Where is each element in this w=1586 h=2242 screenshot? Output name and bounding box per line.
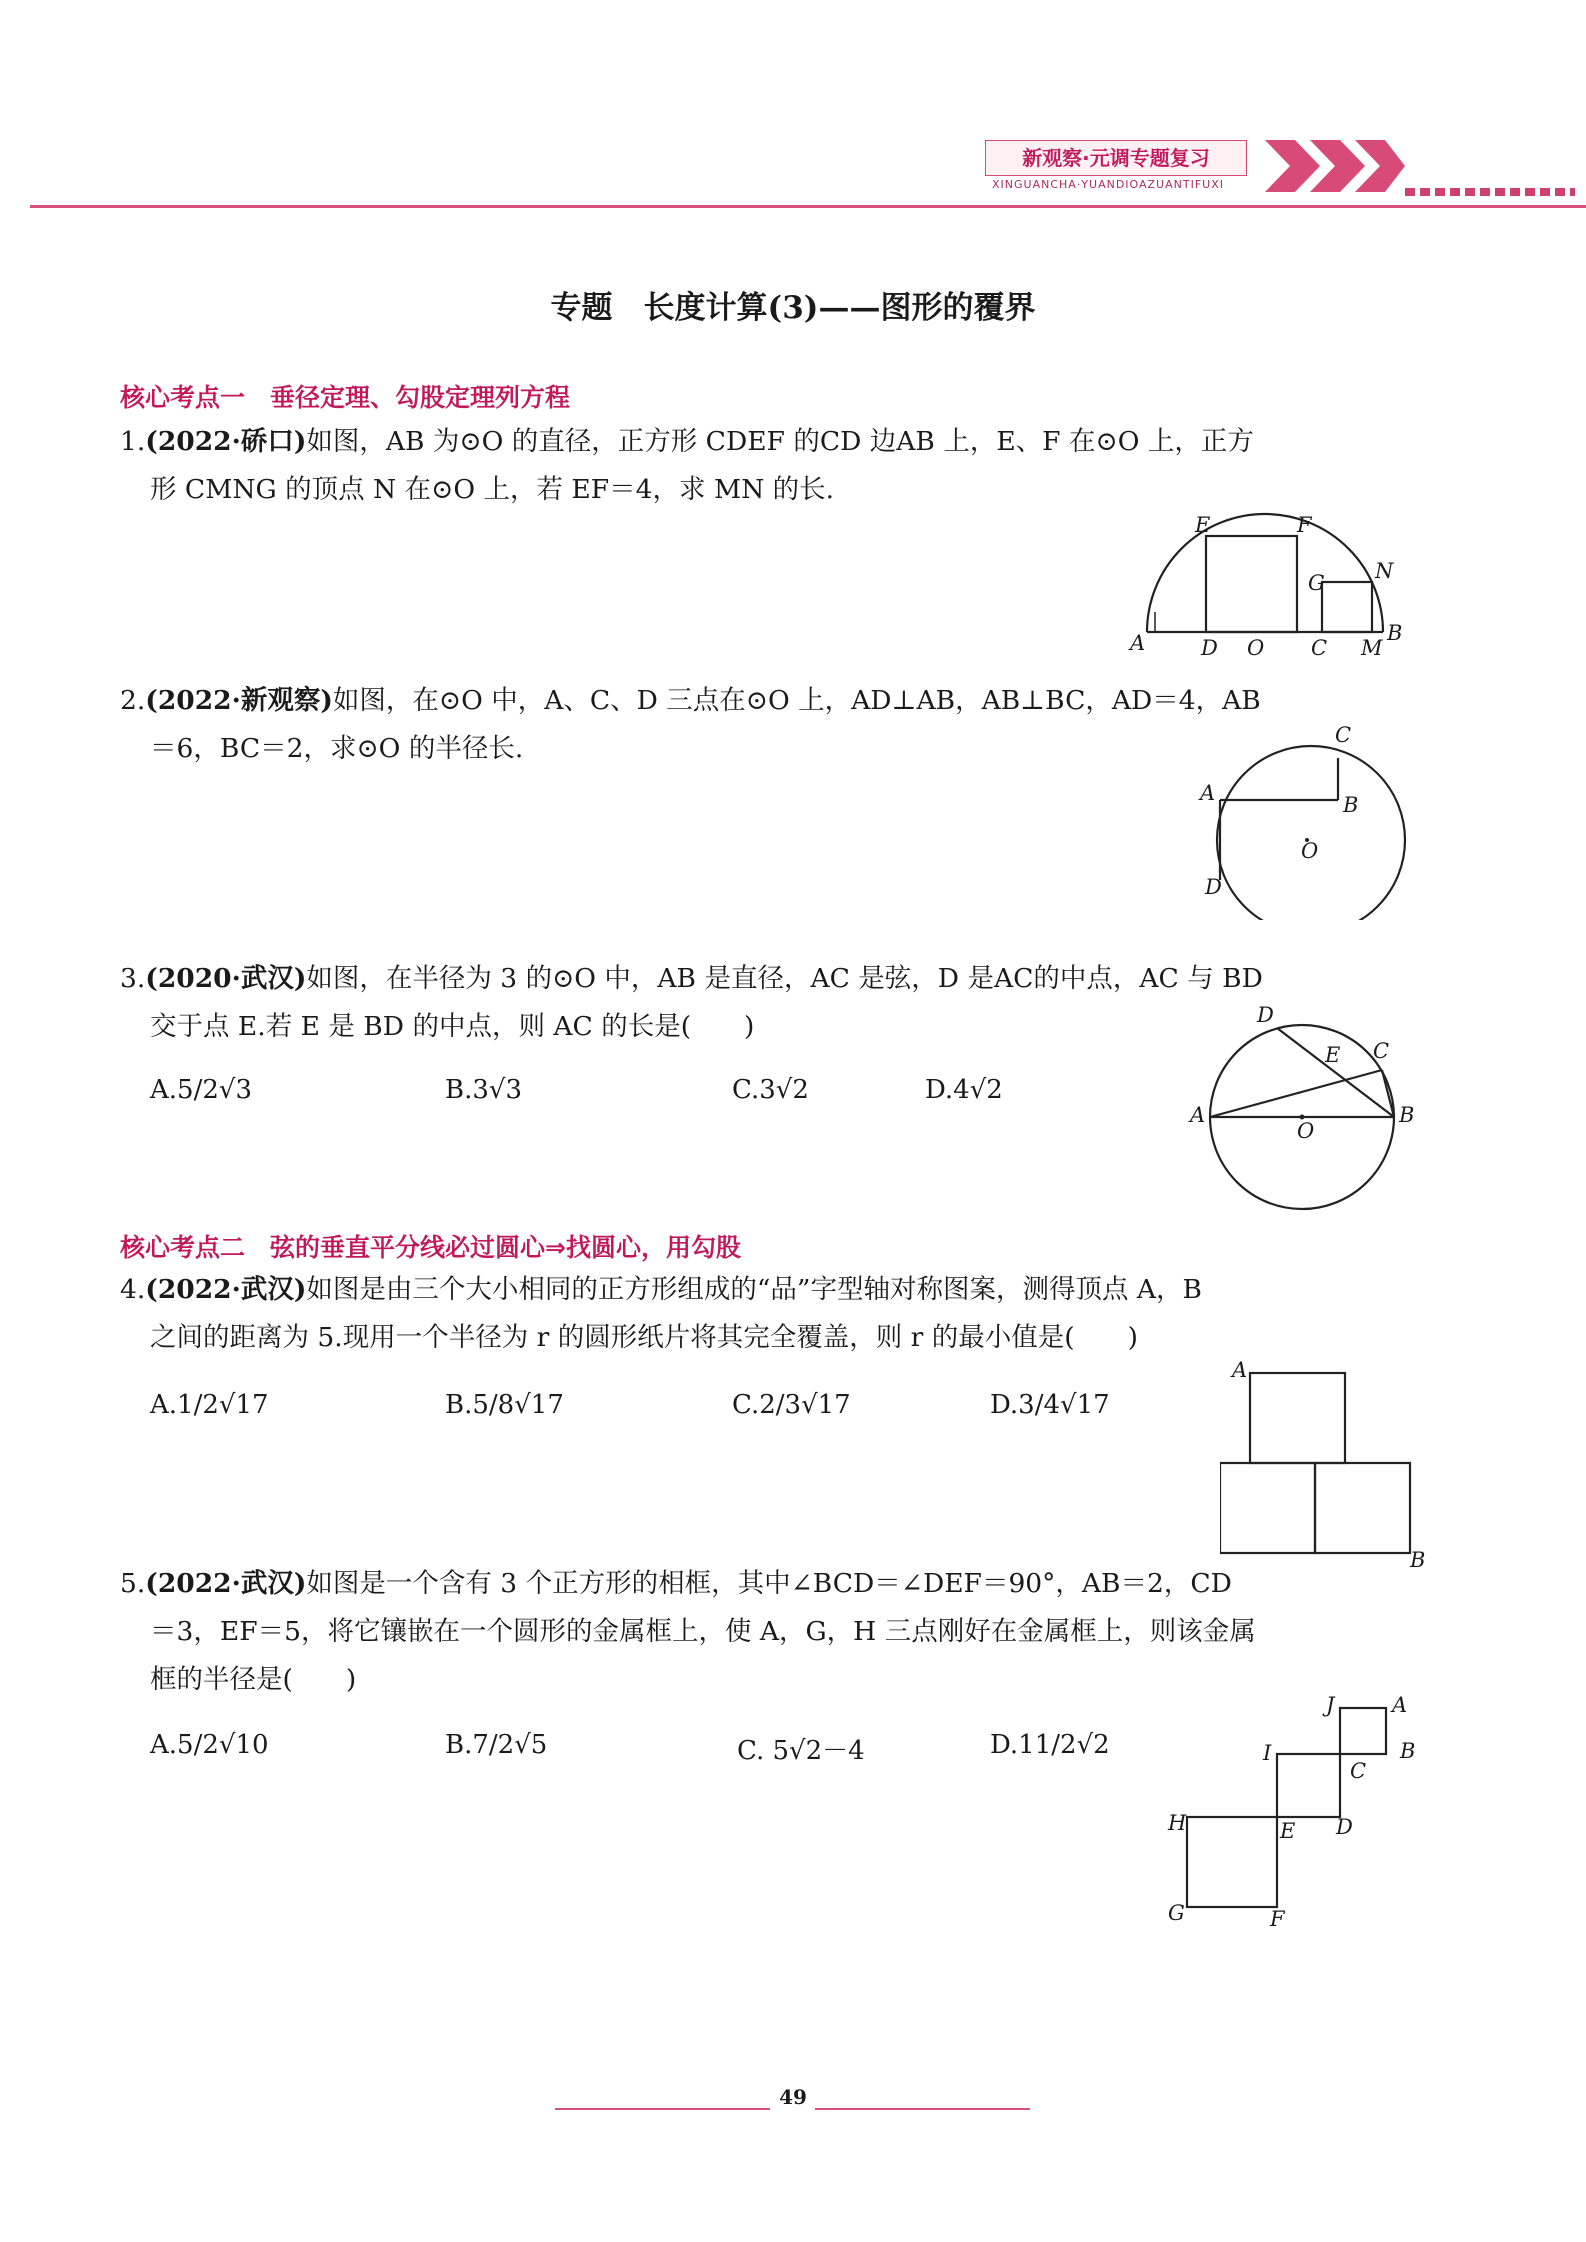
series-title: 新观察·元调专题复习: [985, 140, 1247, 176]
header-rule: [30, 205, 1586, 208]
figure-2: [1195, 720, 1425, 920]
question-text: 如图是一个含有 3 个正方形的相框，其中∠BCD＝∠DEF＝90°，AB＝2，CD: [306, 1568, 1232, 1599]
figure-label: A: [1130, 631, 1146, 655]
question-number: 5.: [120, 1568, 146, 1599]
figure-label: B: [1343, 793, 1359, 817]
figure-label: B: [1410, 1548, 1425, 1570]
question-source: (2022·新观察): [145, 685, 333, 716]
figure-label: H: [1168, 1811, 1187, 1835]
question-text: 如图，在半径为 3 的⊙O 中，AB 是直径，AC 是弦，D 是AC的中点，AC 与 BD: [306, 963, 1263, 994]
option-d[interactable]: D.4√2: [925, 1075, 1003, 1105]
question-text: 框的半径是( ): [150, 1664, 357, 1695]
question-text: 交于点 E.若 E 是 BD 的中点，则 AC 的长是( ): [150, 1011, 755, 1042]
figure-label: E: [1280, 1819, 1296, 1843]
question-4: [120, 1266, 1420, 1362]
figure-4: [1220, 1355, 1425, 1570]
footer-rule-left: [555, 2108, 770, 2110]
question-source: (2022·武汉): [145, 1274, 307, 1305]
question-text: ＝6，BC＝2，求⊙O 的半径长.: [150, 733, 524, 764]
question-text: 形 CMNG 的顶点 N 在⊙O 上，若 EF＝4，求 MN 的长.: [150, 474, 835, 505]
figure-label: G: [1168, 1901, 1185, 1925]
figure-label: O: [1301, 839, 1319, 863]
figure-label: F: [1270, 1907, 1285, 1930]
figure-label: B: [1399, 1103, 1415, 1127]
figure-label: E: [1325, 1043, 1341, 1067]
option-c[interactable]: C.2/3√17: [732, 1390, 851, 1420]
question-number: 1.: [120, 426, 146, 457]
figure-label: F: [1297, 513, 1312, 537]
section-heading-1: 核心考点一 垂径定理、勾股定理列方程: [120, 383, 571, 412]
page-number: 49: [779, 2085, 807, 2109]
figure-label: B: [1387, 621, 1403, 645]
question-source: (2020·武汉): [145, 963, 307, 994]
series-pinyin: XINGUANCHA·YUANDIOAZUANTIFUXI: [991, 178, 1224, 191]
question-source: (2022·硚口): [145, 426, 307, 457]
question-source: (2022·武汉): [145, 1568, 307, 1599]
figure-label: J: [1326, 1693, 1335, 1717]
option-a[interactable]: A.1/2√17: [150, 1390, 269, 1420]
figure-label: D: [1205, 875, 1222, 899]
figure-label: N: [1375, 559, 1394, 583]
question-text: 如图，AB 为⊙O 的直径，正方形 CDEF 的CD 边AB 上，E、F 在⊙O 上，正方: [306, 426, 1254, 457]
option-b[interactable]: B.5/8√17: [445, 1390, 564, 1420]
figure-5: [1160, 1690, 1420, 1930]
figure-label: M: [1361, 636, 1383, 660]
figure-label: B: [1400, 1739, 1416, 1763]
figure-label: C: [1335, 723, 1352, 747]
page-title: 专题 长度计算(3)——图形的覆界: [550, 290, 1036, 326]
question-number: 2.: [120, 685, 146, 716]
figure-3: [1185, 1000, 1420, 1235]
question-text: 之间的距离为 5.现用一个半径为 r 的圆形纸片将其完全覆盖，则 r 的最小值是( ): [150, 1322, 1138, 1353]
header-arrows-icon: [1265, 135, 1405, 197]
figure-1: [1125, 500, 1410, 660]
figure-label: O: [1297, 1119, 1315, 1143]
question-text: 如图，在⊙O 中，A、C、D 三点在⊙O 上，AD⊥AB，AB⊥BC，AD＝4，AB: [332, 685, 1261, 716]
header-decoration: [1405, 188, 1575, 196]
section-heading-2: 核心考点二 弦的垂直平分线必过圆心⇒找圆心，用勾股: [120, 1233, 741, 1262]
option-d[interactable]: D.11/2√2: [990, 1730, 1110, 1760]
option-b[interactable]: B.7/2√5: [445, 1730, 548, 1760]
figure-label: E: [1195, 513, 1211, 537]
option-c[interactable]: C.3√2: [732, 1075, 809, 1105]
figure-label: A: [1232, 1358, 1248, 1382]
question-text: ＝3，EF＝5，将它镶嵌在一个圆形的金属框上，使 A，G，H 三点刚好在金属框上，则该金属: [150, 1616, 1256, 1647]
figure-label: A: [1392, 1693, 1408, 1717]
option-a[interactable]: A.5/2√3: [150, 1075, 252, 1105]
figure-label: I: [1263, 1741, 1272, 1765]
figure-label: G: [1308, 571, 1325, 595]
option-a[interactable]: A.5/2√10: [150, 1730, 269, 1760]
figure-label: O: [1247, 636, 1265, 660]
option-c[interactable]: C. 5√2－4: [737, 1736, 865, 1766]
question-5: [120, 1560, 1420, 1704]
footer-rule-right: [815, 2108, 1030, 2110]
option-d[interactable]: D.3/4√17: [990, 1390, 1110, 1420]
figure-label: C: [1350, 1759, 1367, 1783]
figure-label: D: [1257, 1003, 1274, 1027]
question-number: 4.: [120, 1274, 146, 1305]
figure-label: C: [1373, 1039, 1390, 1063]
option-b[interactable]: B.3√3: [445, 1075, 523, 1105]
figure-label: A: [1190, 1103, 1206, 1127]
figure-label: D: [1201, 636, 1218, 660]
figure-label: C: [1311, 636, 1328, 660]
figure-label: A: [1200, 781, 1216, 805]
question-text: 如图是由三个大小相同的正方形组成的“品”字型轴对称图案，测得顶点 A，B: [306, 1274, 1202, 1305]
figure-label: D: [1336, 1815, 1353, 1839]
question-number: 3.: [120, 963, 146, 994]
